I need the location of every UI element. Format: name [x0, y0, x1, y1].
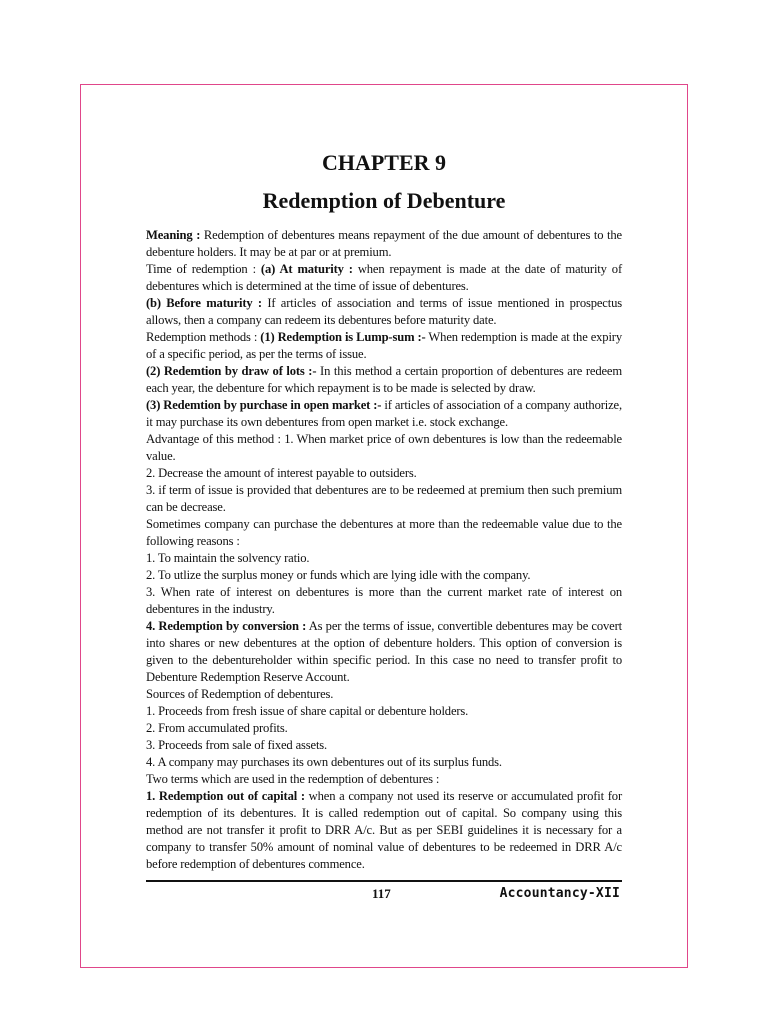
paragraph-bold-heading: (b) Before maturity : — [146, 296, 262, 310]
paragraph-text: When redemption is made at the expiry of a specific period, as per the terms of issue. — [146, 330, 622, 361]
paragraph-text: If articles of association and terms of issue mentioned in prospectus allows, then a company can redeem its debentures before maturity date. — [146, 296, 622, 327]
paragraph — [146, 720, 622, 737]
page-number: 117 — [372, 886, 391, 901]
paragraph-bold-heading: 4. Redemption by conversion : — [146, 619, 307, 633]
chapter-heading: CHAPTER 9 — [321, 150, 447, 175]
paragraph-text: Redemption of debentures means repayment of the due amount of debentures to the debenture holders. It may be at par or at premium. — [146, 228, 622, 259]
paragraph — [146, 431, 622, 465]
paragraph-lead-text: Redemption methods : — [146, 330, 261, 344]
paragraph-text: 2. Decrease the amount of interest payable to outsiders. — [146, 466, 417, 480]
paragraph — [146, 618, 622, 686]
paragraph-text: 4. A company may purchases its own debentures out of its surplus funds. — [146, 755, 502, 769]
paragraph-text: when a company not used its reserve or accumulated profit for redemption of its debentures. It is called redemption out of capital. So company using this method are not transfer it profit to DRR A/c. But as per SEBI guidelines it is necessary for a company to transfer 50% amount of nominal value of debentures to be redeemed in DRR A/c before redemption of debentures commence. — [146, 789, 622, 871]
paragraph-text: Sometimes company can purchase the debentures at more than the redeemable value due to the following reasons : — [146, 517, 622, 548]
paragraph-text: 3. When rate of interest on debentures is more than the current market rate of interest on debentures in the industry. — [146, 585, 622, 616]
paragraph — [146, 329, 622, 363]
paragraph-text: In this method a certain proportion of debentures are redeem each year, the debenture for which repayment is to be made is selected by draw. — [146, 364, 622, 395]
paragraph-text: Sources of Redemption of debentures. — [146, 687, 334, 701]
paragraph-text: 1. Proceeds from fresh issue of share capital or debenture holders. — [146, 704, 469, 718]
paragraph-text: 3. Proceeds from sale of fixed assets. — [146, 738, 328, 752]
paragraph-bold-heading: Meaning : — [146, 228, 201, 242]
paragraph-text: 1. To maintain the solvency ratio. — [146, 551, 310, 565]
paragraph-text: 2. From accumulated profits. — [146, 721, 288, 735]
paragraph-text: Two terms which are used in the redemption of debentures : — [146, 772, 440, 786]
paragraph — [146, 363, 622, 397]
paragraph — [146, 550, 622, 567]
paragraph — [146, 397, 622, 431]
paragraph — [146, 771, 622, 788]
paragraph-text: if articles of association of a company authorize, it may purchase its own debentures from open market i.e. stock exchange. — [146, 398, 622, 429]
chapter-title: Redemption of Debenture — [262, 188, 506, 213]
paragraph-text: Advantage of this method : 1. When market price of own debentures is low than the redeemable value. — [146, 432, 622, 463]
paragraph — [146, 295, 622, 329]
paragraph-bold-heading: (a) At maturity : — [260, 262, 353, 276]
paragraph — [146, 737, 622, 754]
footer-rule — [146, 880, 622, 882]
paragraph-bold-heading: (3) Redemtion by purchase in open market :- — [146, 398, 382, 412]
paragraph — [146, 584, 622, 618]
paragraph — [146, 703, 622, 720]
paragraph-bold-heading: (1) Redemption is Lump-sum :- — [260, 330, 426, 344]
paragraph-lead-text: Time of redemption : — [146, 262, 261, 276]
body-text — [146, 227, 622, 873]
paragraph — [146, 686, 622, 703]
paragraph-text: 2. To utlize the surplus money or funds which are lying idle with the company. — [146, 568, 531, 582]
paragraph — [146, 261, 622, 295]
paragraph-text: As per the terms of issue, convertible debentures may be covert into shares or new debentures at the option of debenture holders. This option of conversion is given to the debentureholder within specific period. In this case no need to transfer profit to Debenture Redemption Reserve Account. — [146, 619, 622, 684]
paragraph — [146, 227, 622, 261]
paragraph — [146, 754, 622, 771]
paragraph-bold-heading: 1. Redemption out of capital : — [146, 789, 305, 803]
book-name: Accountancy-XII — [499, 886, 620, 901]
paragraph-bold-heading: (2) Redemtion by draw of lots :- — [146, 364, 317, 378]
paragraph — [146, 482, 622, 516]
paragraph — [146, 788, 622, 873]
paragraph — [146, 465, 622, 482]
paragraph — [146, 516, 622, 550]
paragraph — [146, 567, 622, 584]
paragraph-text: 3. if term of issue is provided that debentures are to be redeemed at premium then such premium can be decrease. — [146, 483, 622, 514]
paragraph-text: when repayment is made at the date of maturity of debentures which is determined at the time of issue of debentures. — [146, 262, 622, 293]
